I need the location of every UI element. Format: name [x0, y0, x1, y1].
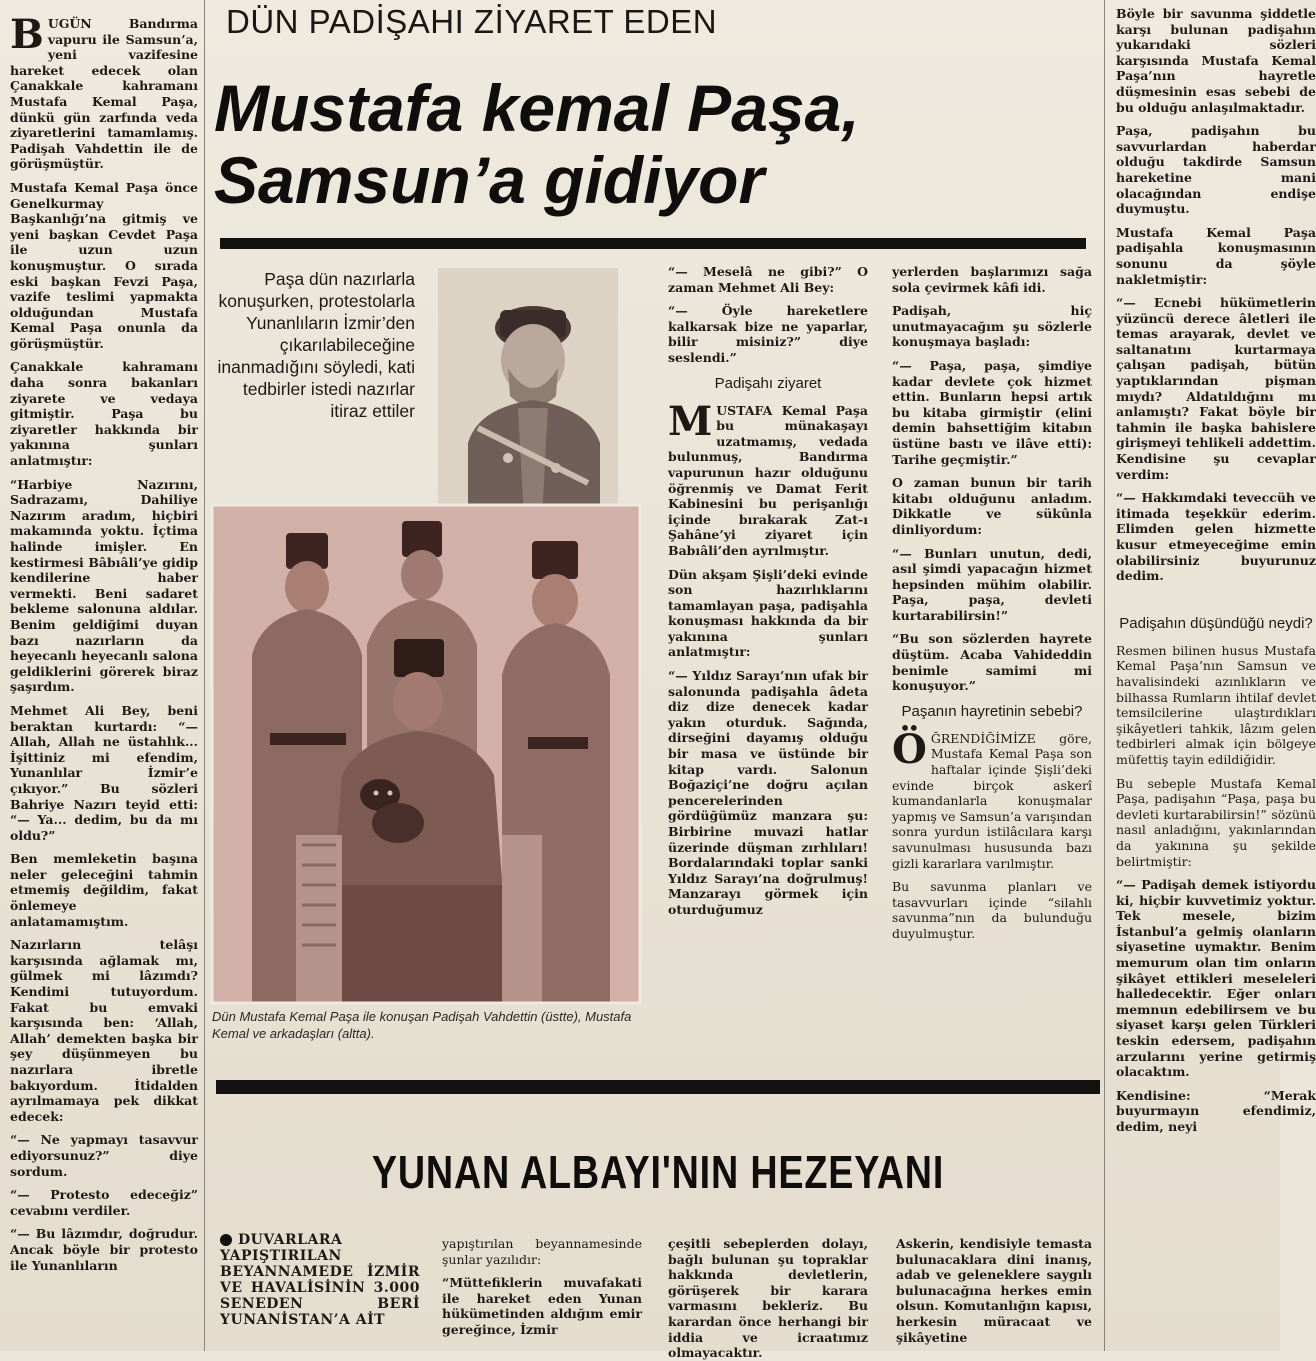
group-illustration	[212, 505, 640, 1003]
right-subhead: Paşanın hayretinin sebebi?	[901, 702, 1083, 720]
kicker: DÜN PADİŞAHI ZİYARET EDEN	[226, 3, 718, 40]
left-paragraph: “— Ne yapmayı tasavvur ediyorsunuz?” diye sordum.	[10, 1132, 198, 1179]
right-paragraph: O zaman bunun bir tarih kitabı olduğunu anladım. Dikkatle ve sükûnla dinliyordum:	[892, 475, 1092, 537]
right-paragraph: Bu savunma planları ve tasavvurları içinde “silahlı savunma”nın da bulunduğu duyulmuştur.	[892, 879, 1092, 941]
portrait-illustration	[438, 268, 618, 518]
right-paragraph: yerlerden başlarımızı sağa sola çevirmek kâfi idi.	[892, 264, 1092, 295]
bottom-column-2	[442, 1236, 642, 1351]
far-right-paragraph: “— Hakkımdaki teveccüh ve itimada teşekkür ederim. Elimden gelen hizmette kusur etmeyeceğime emin olabilirsiniz buyurunuz dedim.	[1116, 490, 1316, 584]
far-right-paragraph: Kendisine: “Merak buyurmayın efendimiz, dedim, neyi	[1116, 1087, 1316, 1134]
far-right-paragraph: Resmen bilinen husus Mustafa Kemal Paşa’nın Samsun ve havalisindeki azınlıkların ve bilhassa Rumların ihtilaf devlet temsilcilerine ulaştırdıkları şikâyetleri tahkik, lâzım gelen tedbirleri almak için bölgeye müfettiş tayin edildiğidir.	[1116, 642, 1316, 767]
headline: Mustafa kemal Paşa, Samsun’a gidiyor	[214, 71, 860, 217]
bottom-column-3	[668, 1236, 868, 1361]
middle-dropcap: M	[668, 397, 713, 445]
bottom-lead: DUVARLARA YAPIŞTIRILAN BEYANNAMEDE İZMİR VE HAVALİSİNİN 3.000 SENEDEN BERİ YUNANİSTAN’A AİT	[220, 1232, 420, 1328]
right-paragraph: “— Paşa, paşa, şimdiye kadar devlete çok hizmet ettin. Bunların hepsi artık bu kitaba girmiştir (elini demin bahsettiğim kitabın üstüne bastı ve ilâve etti): Tarihe geçmiştir.”	[892, 357, 1092, 467]
portrait-photo	[438, 268, 618, 518]
middle-paragraph: “— Yıldız Sarayı’nın ufak bir salonunda padişahla âdeta diz dize denecek kadar yakın oturduk. Sağında, dirseğini dayamış olduğu bir masa ve üstünde bir kitap vardı. Salonun Boğaziçi’ne doğru açılan pencerelerinden gördüğümüz manzara şu: Birbirine muvazi hatlar üzerinde düşman zırhlıları! Bordalarındaki toplar sanki Yıldız Sarayı’na doğrulmuş! Manzarayı görmek için oturduğumuz	[668, 668, 868, 917]
bottom-column-4	[896, 1236, 1092, 1351]
far-right-column	[1116, 6, 1316, 1351]
photo-caption: Dün Mustafa Kemal Paşa ile konuşan Padişah Vahdettin (üstte), Mustafa Kemal ve arkadaşları (altta).	[212, 1009, 632, 1041]
left-paragraph: “Harbiye Nazırını, Sadrazamı, Dahiliye Nazırım aradım, hiçbiri makamında yoktu. İçtima halinde imişler. En kestirmesi Bâbıâli’ye gidip kendilerine haber vermekti. Beni sadaret bekleme salonuna aldılar. Benim geldiğimi duyan bazı nazırların da heyecanlı heyecanlı salona geldiklerini görerek biraz şaşırdım.	[10, 476, 198, 695]
right-paragraph: Padişah, hiç unutmayacağım şu sözlerle konuşmaya başladı:	[892, 303, 1092, 350]
left-paragraph: Nazırların telâşı karşısında ağlamak mı, gülmek mi lâzımdı? Kendimi tutuyordum. Fakat bu emvaki karşısında ben: ‘Allah, Allah’ demekten başka bir şey düşünmeyen bu nazırlara ibretle bakıyordum. İtidalden ayrılmamaya pek dikkat edecek:	[10, 937, 198, 1124]
far-right-paragraph: Mustafa Kemal Paşa padişahla konuşmasının sonunu da şöyle nakletmiştir:	[1116, 224, 1316, 287]
middle-column	[668, 264, 868, 1054]
far-right-subhead: Padişahın düşündüğü neydi?	[1119, 614, 1313, 632]
middle-paragraph: “— Meselâ ne gibi?” O zaman Mehmet Ali Bey:	[668, 264, 868, 295]
middle-subhead: Padişahı ziyaret	[714, 374, 822, 392]
middle-lead: USTAFA Kemal Paşa bu münakaşayı uzatmamış, vedada bulunmuş, Bandırma vapurunun hazır olduğunu öğrenmiş ve Damat Ferit Kabinesini bu perişanlığı içinde bırakarak Zat-ı Şahâne’yi ziyaret için Babıâli’den ayrılmıştır.	[668, 402, 868, 558]
deck: Paşa dün nazırlarla konuşurken, protestolarla Yunanlıların İzmir’den çıkarılabileceğine inanmadığını söyledi, kati tedbirler istedi nazırlar itiraz ettiler	[217, 269, 415, 421]
middle-paragraph: “— Öyle hareketlere kalkarsak bize ne yaparlar, bilir misiniz?” diye seslendi.”	[668, 303, 868, 365]
bottom-story-title: YUNAN ALBAYI'NIN HEZEYANI	[371, 1146, 945, 1198]
left-paragraph: Mehmet Ali Bey, beni beraktan kurtardı: “— Allah, Allah ne üstahlık... İşittiniz mi efendim, Yunanlılar İzmir’e çıkıyor.” Bu sözleri Bahriye Nazırı teyid etti: “— Ya... dedim, bu da mı oldu?”	[10, 702, 198, 843]
middle-paragraph: Dün akşam Şişli’deki evinde son hazırlıklarını tamamlayan paşa, padişahla konuşması hakkında da bir yakınına şunları anlatmıştır:	[668, 566, 868, 660]
far-right-paragraph: Paşa, padişahın bu savvurlardan haberdar olduğu takdirde Samsun hareketine mani olacağından endişe duymuştu.	[1116, 123, 1316, 217]
far-right-paragraph: Bu sebeple Mustafa Kemal Paşa, padişahın “Paşa, paşa bu devleti kurtarabilirsin!” sözünü nasıl anladığını, yakınlarından da yakınına şu şekilde belirtmiştir:	[1116, 775, 1316, 869]
headline-rule	[220, 238, 1086, 249]
bottom-column-1	[220, 1232, 420, 1351]
far-right-paragraph: “— Ecnebi hükümetlerin yüzüncü derece âletleri ile temas arayarak, devlet ve saltanatını kurtarmaya çalışan padişah, bütün yaptıklarından pişman mıydı? Aldatıldığını mı anlamıştı? Fakat böyle bir tahmin ile başka bahislere girişmeyi tehlikeli addettim. Kendisine şu cevaplar verdim:	[1116, 295, 1316, 482]
left-paragraph: Ben memleketin başına neler geleceğini tahmin etmemiş değildim, fakat önlemeye anlatamamıştım.	[10, 851, 198, 929]
right-dropcap: Ö	[892, 725, 927, 773]
far-right-paragraph: “— Padişah demek istiyordu ki, hiçbir kuvvetimiz yoktur. Tek mesele, bizim İstanbul’a gelmiş olanların siyasetine uymaktır. Benim memurum olan tim onların şikâyet ettikleri meseleleri halledecektir. Eğer onları memnun edebilirsem ve bu siyaset karşı gelen Türkleri teskin edersem, padişahın arzularını yerine getirmiş olacaktım.	[1116, 877, 1316, 1080]
left-dropcap: B	[10, 11, 44, 58]
column-divider	[1104, 0, 1105, 1351]
bottom-paragraph: çeşitli sebeplerden dolayı, bağlı bulunan şu topraklar hakkında devletlerin, görüşerek bir karara varmasını bekleriz. Bu karardan önce herhangi bir iddia ve icraatımız olmayacaktır.	[668, 1236, 868, 1361]
right-paragraph: “Bu son sözlerden hayrete düştüm. Acaba Vahideddin benimle samimi mi konuşuyor.”	[892, 631, 1092, 694]
bottom-paragraph: yapıştırılan beyannamesinde şunlar yazılıdır:	[442, 1236, 642, 1267]
group-photo	[212, 505, 640, 1003]
right-lead: ĞRENDİĞİMİZE göre, Mustafa Kemal Paşa son haftalar içinde Şişli’deki evinde birçok askerî kumandanlarla konuşmalar yapmış ve Samsun’a varışından sonra yurdun istilâcılara karşı savunulması hususunda bazı gizli kararlara varılmıştır.	[892, 730, 1092, 871]
bottom-story-rule	[216, 1080, 1100, 1094]
bullet-icon	[220, 1234, 232, 1246]
right-paragraph: “— Bunları unutun, dedi, asıl şimdi yapacağın hizmet hepsinden mühim olabilir. Paşa, paşa, devleti kurtarabilirsin!”	[892, 545, 1092, 623]
far-right-paragraph: Böyle bir savunma şiddetle karşı bulunan padişahın yukarıdaki sözleri karşısında Mustafa Kemal Paşa’nın hayretle düşmesinin esas sebebi de bu olduğu anlaşılmaktadır.	[1116, 6, 1316, 115]
bottom-paragraph: “Müttefiklerin muvafakati ile hareket eden Yunan hükümetinden aldığım emir gereğince, İzmir	[442, 1275, 642, 1337]
right-column	[892, 264, 1092, 1054]
bottom-paragraph: Askerin, kendisiyle temasta bulunacaklara dini inanış, adab ve geleneklere saygılı bulunacağına herkes emin olsun. Komutanlığın kapısı, herkesin müracaat ve şikâyetine	[896, 1236, 1092, 1345]
left-paragraph: Mustafa Kemal Paşa önce Genelkurmay Başkanlığı’na gitmiş ve yeni başkan Cevdet Paşa ile uzun uzun konuşmuştur. O sırada eski başkan Fevzi Paşa, vazife teslimi yapmakta olduğundan Mustafa Kemal Paşa onunla da görüşmüştür.	[10, 179, 198, 351]
left-paragraph: “— Bu lâzımdır, doğrudur. Ancak böyle bir protesto ile Yunanlıların	[10, 1226, 198, 1273]
left-column	[10, 11, 198, 1351]
left-paragraph: Çanakkale kahramanı daha sonra bakanları ziyarete ve vedaya gitmiştir. Paşa bu ziyaretler hakkında bir yakınına şunları anlatmıştır:	[10, 359, 198, 469]
left-lead: UGÜN Bandırma vapuru ile Samsun’a, yeni vazifesine hareket edecek olan Çanakkale kahramanı Mustafa Kemal Paşa, dünkü gün zarfında veda ziyaretlerini tamamlamış. Padişah Vahdettin ile de görüşmüştür.	[10, 16, 198, 172]
column-divider	[204, 0, 205, 1351]
left-paragraph: “— Protesto edeceğiz” cevabını verdiler.	[10, 1187, 198, 1218]
